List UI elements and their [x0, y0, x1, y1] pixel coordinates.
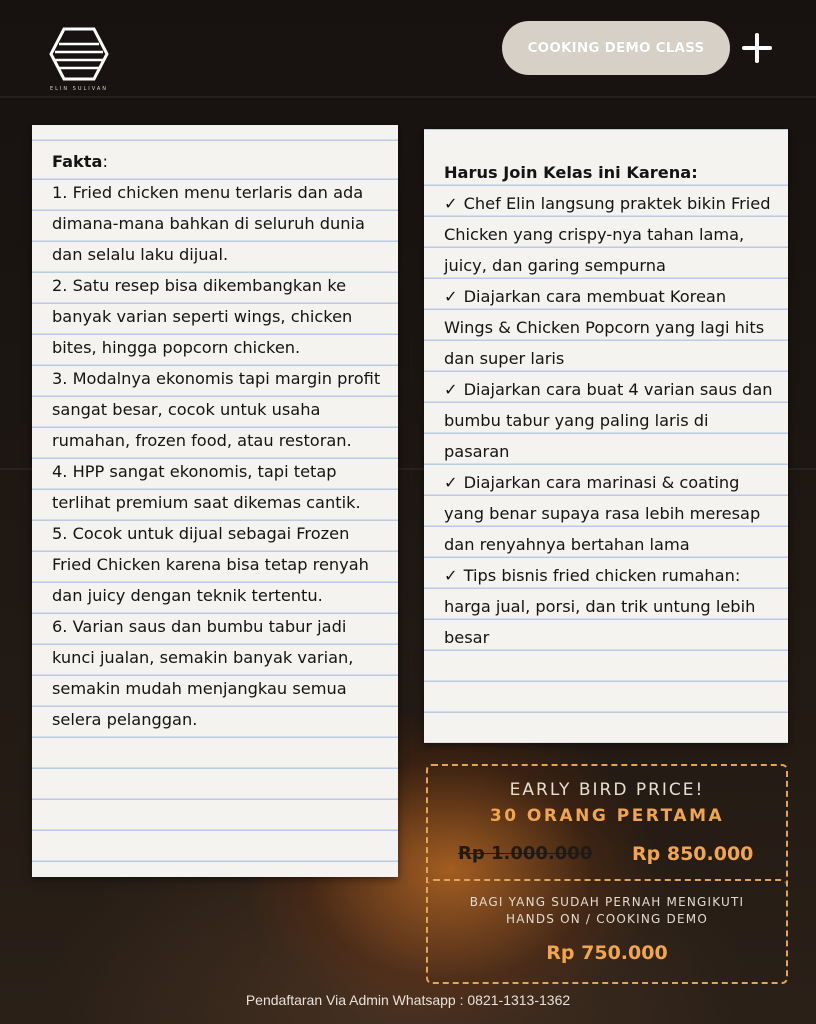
fact-item: 6. Varian saus dan bumbu tabur jadi kunci jualan, semakin banyak varian, semakin mudah menjangkau semua selera pelanggan. — [52, 617, 354, 729]
alumni-pricing-box — [428, 879, 786, 984]
checkmark-icon: ✓ — [444, 473, 458, 492]
fact-item: 4. HPP sangat ekonomis, tapi tetap terlihat premium saat dikemas cantik. — [52, 462, 361, 512]
early-bird-label: EARLY BIRD PRICE! — [509, 780, 705, 800]
reason-text: Diajarkan cara buat 4 varian saus dan bumbu tabur yang paling laris di pasaran — [444, 380, 773, 461]
alumni-price: Rp 750.000 — [546, 942, 668, 964]
hexagon-logo-icon — [49, 26, 109, 82]
reason-item — [444, 374, 774, 467]
brand-logo — [44, 26, 114, 92]
fact-item: 3. Modalnya ekonomis tapi margin profit sangat besar, cocok untuk usaha rumahan, frozen food, atau restoran. — [52, 369, 381, 450]
reasons-note-card — [424, 129, 788, 743]
early-bird-price: Rp 850.000 — [632, 843, 754, 865]
background-line — [0, 96, 816, 98]
cooking-demo-class-pill[interactable]: COOKING DEMO CLASS — [502, 21, 730, 75]
facts-heading: Fakta: — [52, 152, 108, 171]
reasons-text — [444, 157, 774, 653]
reason-item — [444, 467, 774, 560]
checkmark-icon: ✓ — [444, 194, 458, 213]
reason-text: Tips bisnis fried chicken rumahan: harga jual, porsi, dan trik untung lebih besar — [444, 566, 756, 647]
fact-item: 5. Cocok untuk dijual sebagai Frozen Fried Chicken karena bisa tetap renyah dan juicy dengan teknik tertentu. — [52, 524, 369, 605]
alumni-label-line1: BAGI YANG SUDAH PERNAH MENGIKUTI — [469, 895, 745, 909]
reason-item — [444, 560, 774, 653]
pricing-box — [426, 764, 788, 984]
first-30-label: 30 ORANG PERTAMA — [489, 806, 725, 826]
alumni-label-line2: HANDS ON / COOKING DEMO — [506, 912, 708, 926]
logo-text: ELIN SULIVAN — [49, 86, 109, 92]
facts-text — [52, 146, 388, 735]
facts-note-card — [32, 125, 398, 877]
old-price: Rp 1.000.000 — [458, 843, 593, 864]
checkmark-icon: ✓ — [444, 380, 458, 399]
plus-icon[interactable] — [740, 31, 774, 65]
reason-item — [444, 188, 774, 281]
reason-item — [444, 281, 774, 374]
fact-item: 2. Satu resep bisa dikembangkan ke banyak varian seperti wings, chicken bites, hingga popcorn chicken. — [52, 276, 353, 357]
facts-title: Fakta — [52, 152, 103, 171]
reasons-title: Harus Join Kelas ini Karena: — [444, 163, 698, 182]
reason-text: Diajarkan cara marinasi & coating yang benar supaya rasa lebih meresap dan renyahnya bertahan lama — [444, 473, 761, 554]
registration-footer: Pendaftaran Via Admin Whatsapp : 0821-1313-1362 — [245, 992, 571, 1008]
checkmark-icon: ✓ — [444, 566, 458, 585]
fact-item: 1. Fried chicken menu terlaris dan ada dimana-mana bahkan di seluruh dunia dan selalu laku dijual. — [52, 183, 365, 264]
reason-text: Diajarkan cara membuat Korean Wings & Chicken Popcorn yang lagi hits dan super laris — [444, 287, 765, 368]
checkmark-icon: ✓ — [444, 287, 458, 306]
reason-text: Chef Elin langsung praktek bikin Fried Chicken yang crispy-nya tahan lama, juicy, dan garing sempurna — [444, 194, 771, 275]
